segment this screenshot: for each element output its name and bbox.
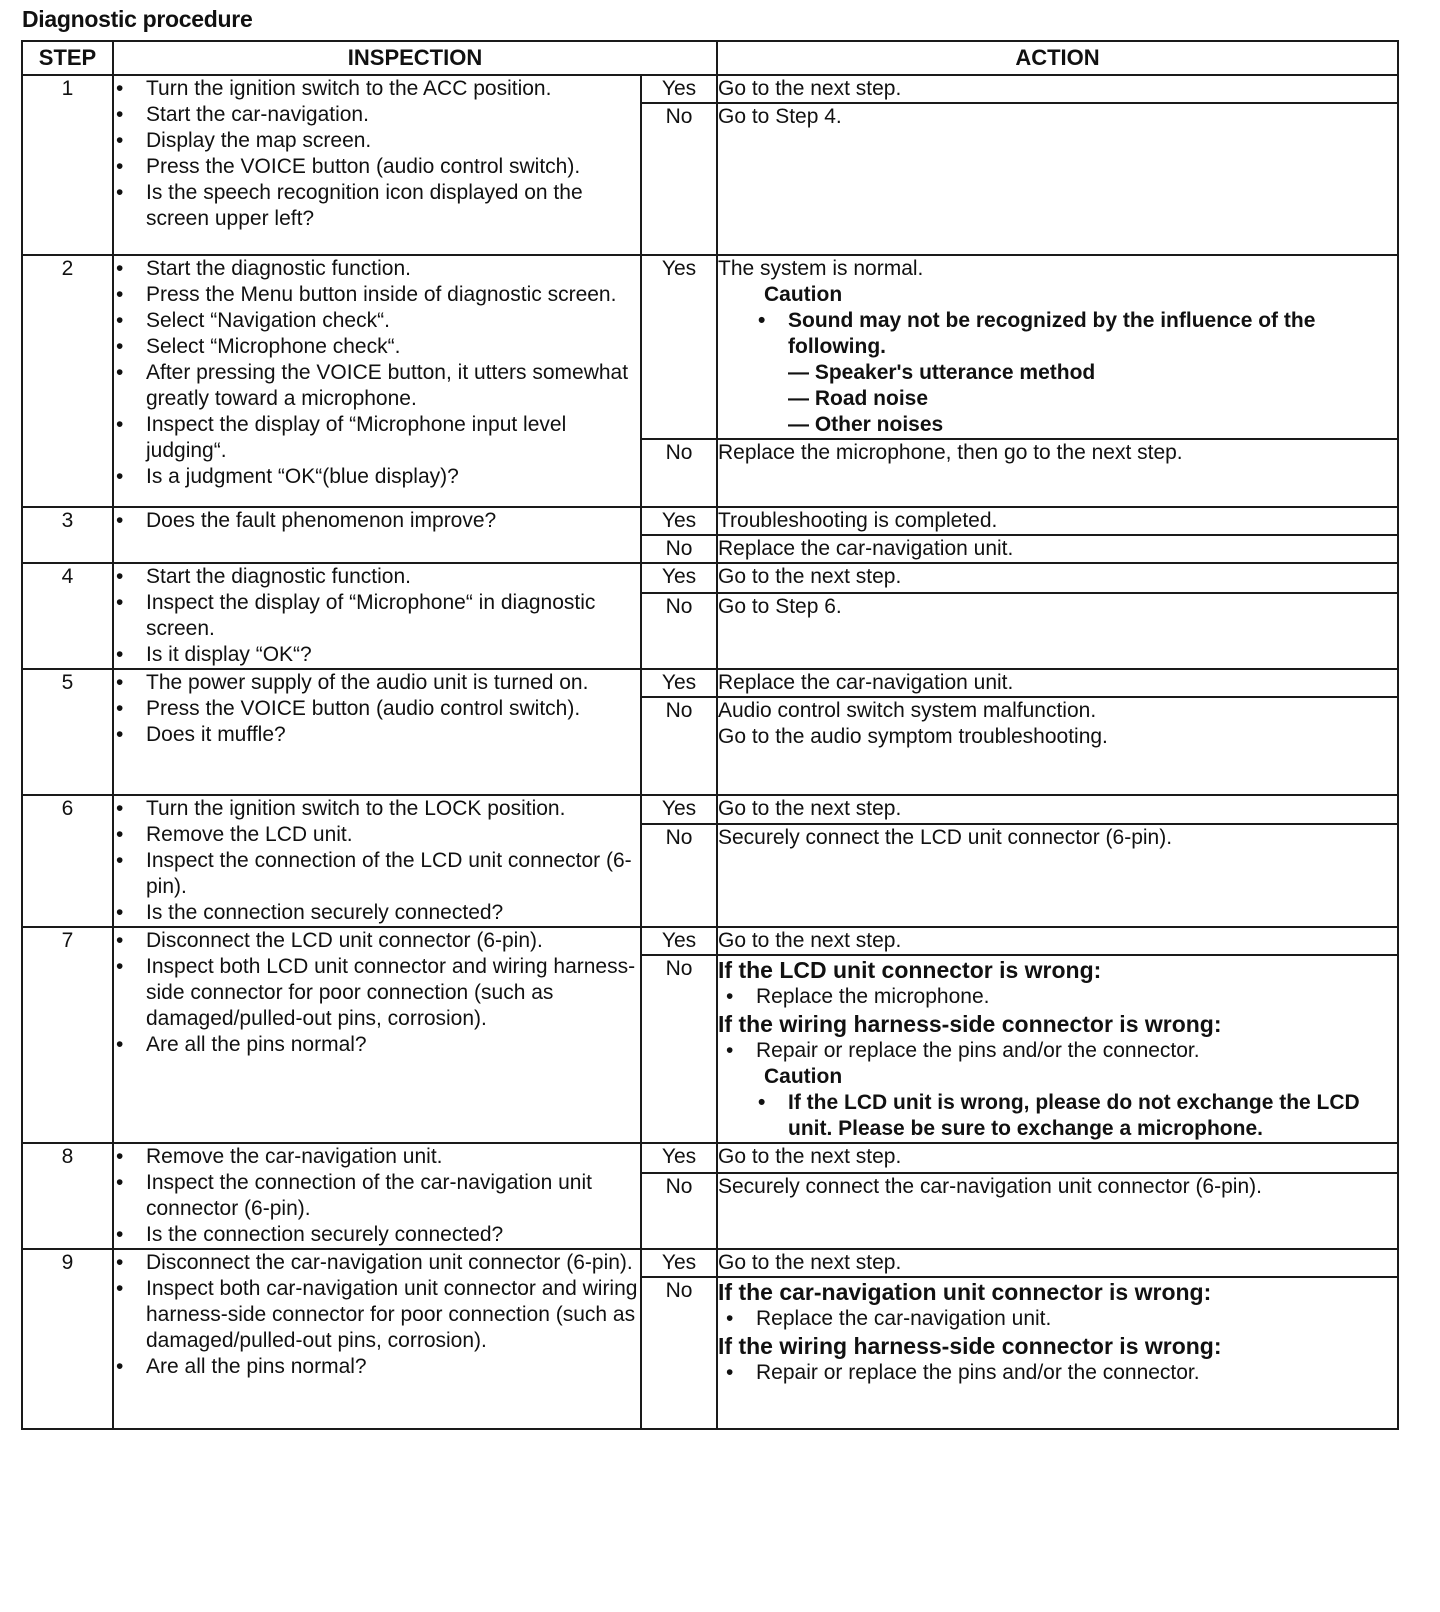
- no-action: Securely connect the car-navigation unit connector (6-pin).: [717, 1173, 1398, 1249]
- inspection-cell: [113, 563, 641, 669]
- inspection-cell: [113, 75, 641, 255]
- yes-action: Go to the next step.: [717, 1249, 1398, 1277]
- yes-action: Troubleshooting is completed.: [717, 507, 1398, 535]
- no-action: Replace the microphone, then go to the next step.: [717, 439, 1398, 507]
- table-row: [22, 1249, 1398, 1277]
- inspection-item: • Press the VOICE button (audio control switch).: [114, 154, 640, 180]
- inspection-cell: [113, 795, 641, 927]
- yes-label: Yes: [641, 1143, 717, 1173]
- inspection-item: • Are all the pins normal?: [114, 1032, 640, 1058]
- no-action: Replace the car-navigation unit.: [717, 535, 1398, 563]
- no-action-cell: [717, 697, 1398, 795]
- inspection-item: • Press the VOICE button (audio control switch).: [114, 696, 640, 722]
- caution-subitem: — Road noise: [788, 387, 929, 410]
- step-number: 8: [22, 1143, 113, 1249]
- inspection-cell: [113, 507, 641, 563]
- header-inspection: INSPECTION: [113, 41, 717, 75]
- inspection-item: • Inspect the connection of the car-navigation unit connector (6-pin).: [114, 1170, 640, 1222]
- inspection-item: • Inspect the display of “Microphone input level judging“.: [114, 412, 640, 464]
- no-action: Go to Step 4.: [717, 103, 1398, 255]
- inspection-item: • Is it display “OK“?: [114, 642, 640, 668]
- step-number: 6: [22, 795, 113, 927]
- yes-action: The system is normal.: [718, 257, 924, 280]
- table-row: [22, 795, 1398, 824]
- action-item: • Repair or replace the pins and/or the connector.: [724, 1038, 1397, 1064]
- inspection-item: • Remove the LCD unit.: [114, 822, 640, 848]
- yes-label: Yes: [641, 795, 717, 824]
- caution-subitem: — Speaker's utterance method: [788, 361, 1096, 384]
- no-action-cell: [717, 1277, 1398, 1429]
- header-step: STEP: [22, 41, 113, 75]
- inspection-item: • Is a judgment “OK“(blue display)?: [114, 464, 640, 490]
- no-action: Securely connect the LCD unit connector (6-pin).: [717, 824, 1398, 927]
- no-label: No: [641, 439, 717, 507]
- yes-label: Yes: [641, 75, 717, 103]
- caution-subitem: — Other noises: [788, 413, 944, 436]
- condition-heading: If the wiring harness-side connector is wrong:: [718, 1333, 1222, 1359]
- action-item: • Repair or replace the pins and/or the connector.: [724, 1360, 1397, 1386]
- yes-action: Go to the next step.: [717, 563, 1398, 593]
- inspection-item: • Inspect both LCD unit connector and wiring harness-side connector for poor connection (such as damaged/pulled-out pins, corrosion).: [114, 954, 640, 1032]
- yes-action-cell: [717, 255, 1398, 439]
- page-title: Diagnostic procedure: [22, 6, 253, 32]
- no-label: No: [641, 593, 717, 669]
- inspection-item: • Does the fault phenomenon improve?: [114, 508, 640, 534]
- table-row: [22, 1143, 1398, 1173]
- inspection-item: • Display the map screen.: [114, 128, 640, 154]
- yes-action: Replace the car-navigation unit.: [717, 669, 1398, 697]
- table-row: [22, 669, 1398, 697]
- no-label: No: [641, 697, 717, 795]
- inspection-item: • Inspect both car-navigation unit connector and wiring harness-side connector for poor connection (such as damaged/pulled-out pins, corrosion).: [114, 1276, 640, 1354]
- caution-label: Caution: [764, 1065, 843, 1088]
- inspection-item: • Press the Menu button inside of diagnostic screen.: [114, 282, 640, 308]
- table-row: [22, 255, 1398, 439]
- table-header-row: [22, 41, 1398, 75]
- inspection-item: • Start the car-navigation.: [114, 102, 640, 128]
- yes-action: Go to the next step.: [717, 1143, 1398, 1173]
- header-action: ACTION: [717, 41, 1398, 75]
- no-label: No: [641, 824, 717, 927]
- inspection-item: • Start the diagnostic function.: [114, 256, 640, 282]
- inspection-cell: [113, 669, 641, 795]
- table-row: [22, 507, 1398, 535]
- step-number: 4: [22, 563, 113, 669]
- yes-label: Yes: [641, 563, 717, 593]
- caution-text: • Sound may not be recognized by the influence of the following.: [756, 308, 1397, 360]
- inspection-cell: [113, 1143, 641, 1249]
- inspection-item: • After pressing the VOICE button, it utters somewhat greatly toward a microphone.: [114, 360, 640, 412]
- yes-label: Yes: [641, 255, 717, 439]
- no-action-cell: [717, 955, 1398, 1143]
- inspection-item: • Select “Navigation check“.: [114, 308, 640, 334]
- no-label: No: [641, 1277, 717, 1429]
- inspection-item: • Is the connection securely connected?: [114, 900, 640, 926]
- step-number: 1: [22, 75, 113, 255]
- action-item: • Replace the microphone.: [724, 984, 1397, 1010]
- no-label: No: [641, 1173, 717, 1249]
- no-label: No: [641, 103, 717, 255]
- inspection-item: • Is the connection securely connected?: [114, 1222, 640, 1248]
- no-action-line2: Go to the audio symptom troubleshooting.: [718, 725, 1108, 748]
- inspection-item: • Is the speech recognition icon displayed on the screen upper left?: [114, 180, 640, 232]
- condition-heading: If the LCD unit connector is wrong:: [718, 957, 1102, 983]
- inspection-cell: [113, 255, 641, 507]
- table-row: [22, 563, 1398, 593]
- yes-label: Yes: [641, 669, 717, 697]
- condition-heading: If the car-navigation unit connector is wrong:: [718, 1279, 1212, 1305]
- yes-action: Go to the next step.: [717, 795, 1398, 824]
- inspection-item: • Are all the pins normal?: [114, 1354, 640, 1380]
- table-row: [22, 927, 1398, 955]
- inspection-item: • Start the diagnostic function.: [114, 564, 640, 590]
- step-number: 9: [22, 1249, 113, 1429]
- inspection-item: • Inspect the display of “Microphone“ in diagnostic screen.: [114, 590, 640, 642]
- inspection-cell: [113, 927, 641, 1143]
- step-number: 3: [22, 507, 113, 563]
- inspection-item: • Disconnect the LCD unit connector (6-pin).: [114, 928, 640, 954]
- table-row: [22, 75, 1398, 103]
- no-label: No: [641, 535, 717, 563]
- yes-action: Go to the next step.: [717, 927, 1398, 955]
- inspection-item: • Turn the ignition switch to the LOCK position.: [114, 796, 640, 822]
- no-action: Go to Step 6.: [717, 593, 1398, 669]
- yes-label: Yes: [641, 1249, 717, 1277]
- no-label: No: [641, 955, 717, 1143]
- step-number: 5: [22, 669, 113, 795]
- caution-label: Caution: [764, 283, 843, 306]
- diagnostic-procedure-table: [21, 40, 1399, 1430]
- inspection-item: • Turn the ignition switch to the ACC position.: [114, 76, 640, 102]
- condition-heading: If the wiring harness-side connector is wrong:: [718, 1011, 1222, 1037]
- yes-label: Yes: [641, 927, 717, 955]
- caution-text: • If the LCD unit is wrong, please do not exchange the LCD unit. Please be sure to exchange a microphone.: [756, 1090, 1397, 1142]
- inspection-item: • Does it muffle?: [114, 722, 640, 748]
- no-action: Audio control switch system malfunction.: [718, 699, 1097, 722]
- action-item: • Replace the car-navigation unit.: [724, 1306, 1397, 1332]
- inspection-cell: [113, 1249, 641, 1429]
- inspection-item: • Inspect the connection of the LCD unit connector (6-pin).: [114, 848, 640, 900]
- yes-action: Go to the next step.: [717, 75, 1398, 103]
- inspection-item: • Remove the car-navigation unit.: [114, 1144, 640, 1170]
- step-number: 2: [22, 255, 113, 507]
- inspection-item: • The power supply of the audio unit is turned on.: [114, 670, 640, 696]
- step-number: 7: [22, 927, 113, 1143]
- yes-label: Yes: [641, 507, 717, 535]
- inspection-item: • Select “Microphone check“.: [114, 334, 640, 360]
- inspection-item: • Disconnect the car-navigation unit connector (6-pin).: [114, 1250, 640, 1276]
